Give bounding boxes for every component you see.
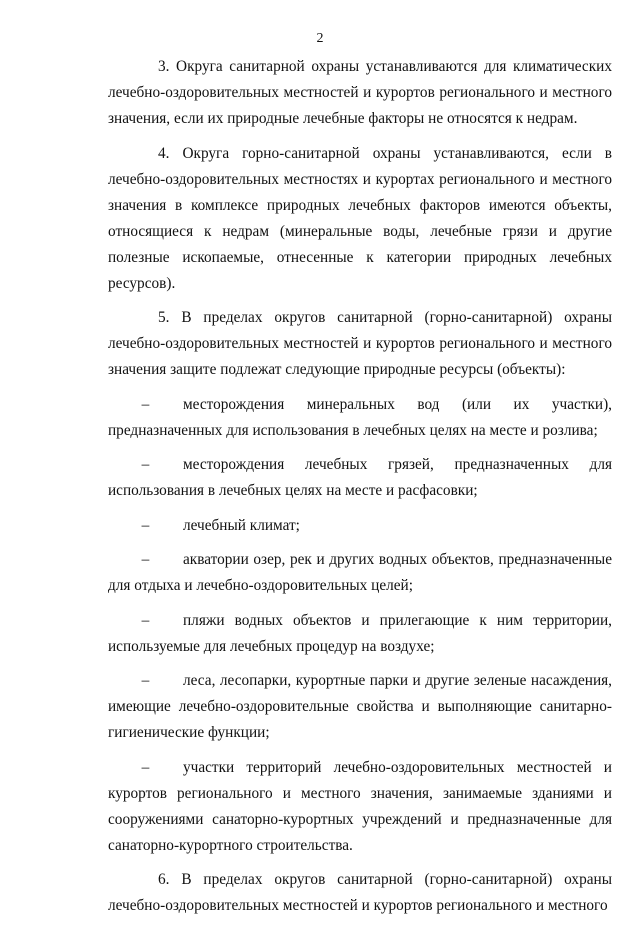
list-item-text: лечебный климат;	[183, 516, 300, 534]
dash-marker: –	[141, 758, 150, 776]
dash-marker: –	[141, 551, 150, 568]
list-item-text: месторождения минеральных вод (или их участки), предназначенных для использования в лечебных целях на месте и розлива;	[108, 395, 612, 439]
list-item-text: акватории озер, рек и других водных объектов, предназначенные для отдыха и лечебно-оздоровительных целей;	[108, 551, 612, 594]
document-body	[108, 54, 612, 928]
list-item	[108, 392, 612, 444]
dash-marker: –	[141, 395, 150, 413]
list-item-text: пляжи водных объектов и прилегающие к ним территории, используемые для лечебных процедур на воздухе;	[108, 611, 612, 655]
dash-marker: –	[141, 611, 150, 629]
list-item	[108, 755, 612, 859]
paragraph-6: 6. В пределах округов санитарной (горно-санитарной) охраны лечебно-оздоровительных местностей и курортов регионального и местного	[108, 871, 612, 914]
paragraph-3: 3. Округа санитарной охраны устанавливаются для климатических лечебно-оздоровительных местностей и курортов регионального и местного значения, если их природные лечебные факторы не относятся к недрам.	[108, 58, 612, 127]
list-item-text: месторождения лечебных грязей, предназначенных для использования в лечебных целях на месте и расфасовки;	[108, 456, 612, 499]
paragraph-4: 4. Округа горно-санитарной охраны устанавливаются, если в лечебно-оздоровительных местностях и курортах регионального и местного значения в комплексе природных лечебных факторов имеются объекты, относящиеся к недрам (минеральные воды, лечебные грязи и другие полезные ископаемые, отнесенные к категории природных лечебных ресурсов).	[108, 144, 612, 292]
dash-marker: –	[141, 672, 150, 689]
list-item	[108, 547, 612, 599]
list-item	[108, 452, 612, 504]
dash-marker: –	[141, 516, 150, 534]
list-item-text: участки территорий лечебно-оздоровительных местностей и курортов регионального и местного значения, занимаемые зданиями и сооружениями санаторно-курортных учреждений и предназначенные для санаторно-курортного строительства.	[108, 758, 612, 854]
list-item	[108, 513, 612, 539]
list-item-text: леса, лесопарки, курортные парки и другие зеленые насаждения, имеющие лечебно-оздоровительные свойства и выполняющие санитарно-гигиенические функции;	[108, 672, 612, 741]
paragraph-5: 5. В пределах округов санитарной (горно-санитарной) охраны лечебно-оздоровительных местностей и курортов регионального и местного значения защите подлежат следующие природные ресурсы (объекты):	[108, 309, 612, 378]
page-number: 2	[316, 31, 324, 46]
list-item	[108, 608, 612, 660]
dash-marker: –	[141, 456, 150, 473]
list-item	[108, 668, 612, 746]
